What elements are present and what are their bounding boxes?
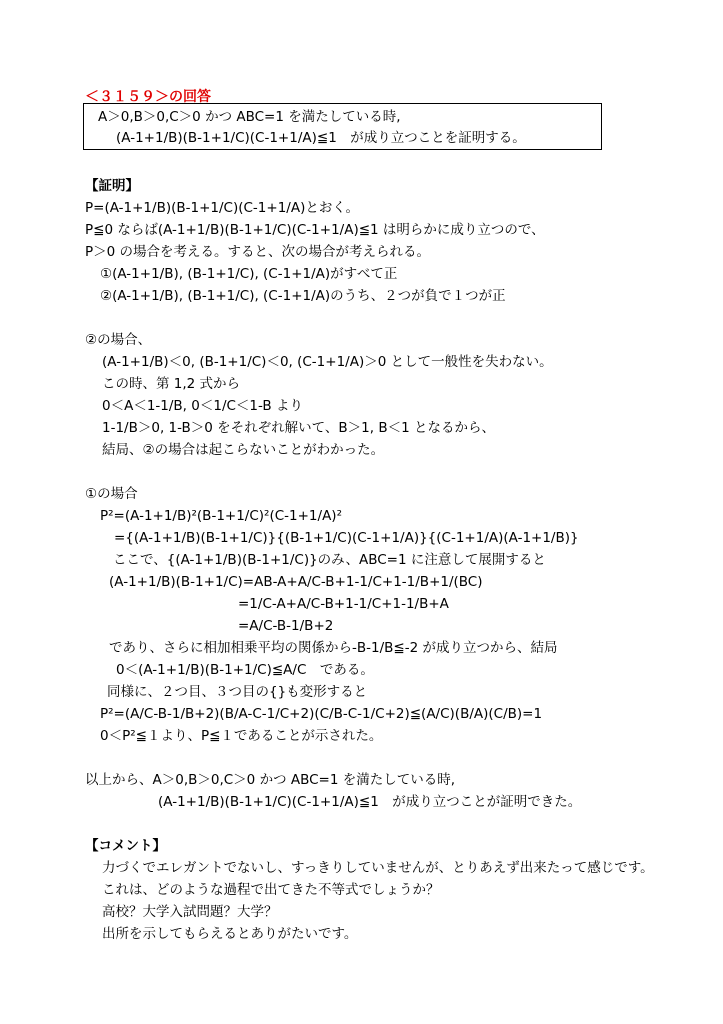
conclusion-line: 以上から、A＞0,B＞0,C＞0 かつ ABC=1 を満たしている時,	[85, 772, 456, 788]
case1-line: P²=(A-1+1/B)²(B-1+1/C)²(C-1+1/A)²	[100, 508, 342, 524]
case2-line: (A-1+1/B)＜0, (B-1+1/C)＜0, (C-1+1/A)＞0 として一般性を失わない。	[102, 354, 553, 370]
case1-line: ここで、{(A-1+1/B)(B-1+1/C)}のみ、ABC=1 に注意して展開すると	[113, 552, 546, 568]
proof-line: P≦0 ならば(A-1+1/B)(B-1+1/C)(C-1+1/A)≦1 は明らかに成り立つので、	[85, 222, 545, 238]
case2-line: この時、第 1,2 式から	[102, 376, 241, 392]
proof-heading: 【証明】	[85, 178, 139, 194]
page-title: ＜３１５９＞の回答	[85, 89, 211, 105]
case1-line: であり、さらに相加相乗平均の関係から-B-1/B≦-2 が成り立つから、結局	[109, 640, 558, 656]
case2-line: 結局、②の場合は起こらないことがわかった。	[102, 442, 385, 458]
proof-line: ①(A-1+1/B), (B-1+1/C), (C-1+1/A)がすべて正	[100, 266, 398, 282]
case1-line: =A/C-B-1/B+2	[238, 618, 334, 634]
comment-line: これは、どのような過程で出てきた不等式でしょうか？	[102, 882, 440, 898]
case1-heading: ①の場合	[85, 486, 138, 502]
case1-line: 0＜(A-1+1/B)(B-1+1/C)≦A/C である。	[116, 662, 374, 678]
problem-line: (A-1+1/B)(B-1+1/C)(C-1+1/A)≦1 が成り立つことを証明する。	[116, 130, 526, 146]
problem-line: A＞0,B＞0,C＞0 かつ ABC=1 を満たしている時,	[98, 109, 401, 125]
proof-line: ②(A-1+1/B), (B-1+1/C), (C-1+1/A)のうち、２つが負で１つが正	[100, 288, 506, 304]
comment-line: 力づくでエレガントでないし、すっきりしていませんが、とりあえず出来たって感じです。	[102, 860, 654, 876]
conclusion-line: (A-1+1/B)(B-1+1/C)(C-1+1/A)≦1 が成り立つことが証明できた。	[158, 794, 582, 810]
case1-line: ={(A-1+1/B)(B-1+1/C)}{(B-1+1/C)(C-1+1/A)}{(C-1+1/A)(A-1+1/B)}	[114, 530, 579, 546]
case2-line: 1-1/B＞0, 1-B＞0 をそれぞれ解いて、B＞1, B＜1 となるから、	[102, 420, 495, 436]
case1-line: 同様に、２つ目、３つ目の{}も変形すると	[107, 684, 368, 700]
proof-line: P=(A-1+1/B)(B-1+1/C)(C-1+1/A)とおく。	[85, 200, 360, 216]
comment-heading: 【コメント】	[85, 838, 166, 854]
comment-line: 出所を示してもらえるとありがたいです。	[102, 926, 358, 942]
case1-line: (A-1+1/B)(B-1+1/C)=AB-A+A/C-B+1-1/C+1-1/B+1/(BC)	[109, 574, 483, 590]
case2-line: 0＜A＜1-1/B, 0＜1/C＜1-B より	[102, 398, 303, 414]
comment-line: 高校？大学入試問題？大学？	[102, 904, 278, 920]
proof-line: P＞0 の場合を考える。すると、次の場合が考えられる。	[85, 244, 431, 260]
case1-line: P²=(A/C-B-1/B+2)(B/A-C-1/C+2)(C/B-C-1/C+2)≦(A/C)(B/A)(C/B)=1	[100, 706, 543, 722]
case2-heading: ②の場合、	[85, 332, 152, 348]
case1-line: 0＜P²≦１より、P≦１であることが示された。	[100, 728, 383, 744]
case1-line: =1/C-A+A/C-B+1-1/C+1-1/B+A	[238, 596, 449, 612]
